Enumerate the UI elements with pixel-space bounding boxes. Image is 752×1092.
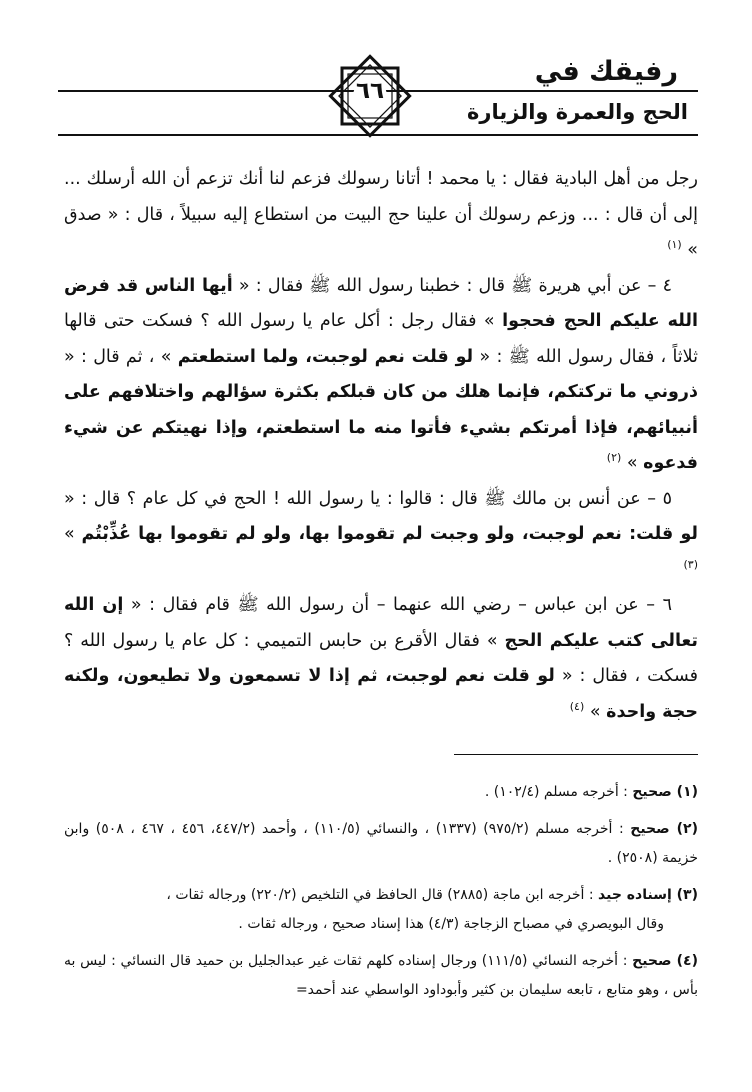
bold-text-run: لو قلت نعم لوجبت، ولما استطعتم: [177, 346, 474, 367]
paragraph-hadith-4: [64, 269, 698, 482]
footnote-ref: (٤): [569, 699, 585, 713]
paragraph-hadith-6: [64, 588, 698, 730]
footnotes: [64, 778, 698, 1005]
text-run: » فقال رجل : أكل عام يا رسول الله ؟ فسكت حتى قالها ثلاثاً ، فقال رسول الله ﷺ : «: [64, 311, 698, 367]
footnote-3-continuation: وقال البويصري في مصباح الزجاجة (٤/٣) هذا إسناد صحيح ، ورجاله ثقات .: [238, 916, 664, 932]
footnote-text: : أخرجه ابن ماجة (٢٨٨٥) قال الحافظ في التلخيص (٢٢٠/٢) ورجاله ثقات ،: [166, 887, 599, 903]
footnote-text: : أخرجه النسائي (١١١/٥) ورجال إسناده كلهم ثقات غير عبدالجليل بن حميد قال النسائي : ليس به بأس ، وهو متابع ، تابعه سليمان بن كثير وأبوداود الواسطي عند أحمد=: [64, 953, 698, 998]
bold-text-run: ذروني ما تركتكم، فإنما هلك من كان قبلكم بكثرة سؤالهم واختلافهم على أنبيائهم، فإذا أمرتكم بشيء فأتوا منه ما استطعتم، وإذا نهيتكم عن شيء فدعوه: [64, 382, 698, 473]
main-text: [64, 162, 698, 730]
paragraph-hadith-3-end: [64, 162, 698, 269]
footnote-label: (٣) إسناده جيد: [598, 887, 698, 903]
footnote-2: [64, 815, 698, 873]
footnote-ref: (٣): [683, 557, 698, 571]
footnote-1: [64, 778, 698, 807]
book-title-line1: رفيقك في: [534, 56, 678, 87]
footnote-label: (١) صحيح: [632, 784, 698, 800]
text-run: »: [64, 524, 75, 544]
footnote-label: (٢) صحيح: [630, 821, 698, 837]
footnote-text: : أخرجه مسلم (١٠٢/٤) .: [484, 784, 633, 800]
book-title-line2: الحج والعمرة والزيارة: [467, 100, 688, 124]
page-number: ٦٦: [355, 78, 385, 104]
text-run: ٥ – عن أنس بن مالك ﷺ قال : قالوا : يا رسول الله ! الحج في كل عام ؟ قال : «: [64, 488, 672, 509]
bold-text-run: لو قلت: نعم لوجبت، ولو وجبت لم تقوموا بها، ولو لم تقوموا بها عُذِّبْتُم: [81, 524, 698, 544]
footnote-text: : أخرجه مسلم (٩٧٥/٢) (١٣٣٧) ، والنسائي (١١٠/٥) ، وأحمد (٤٤٧/٢، ٤٥٦ ، ٤٦٧ ، ٥٠٨) وابن خزيمة (٢٥٠٨) .: [64, 821, 698, 866]
text-run: » ، ثم قال : «: [64, 346, 172, 367]
text-line: رجل من أهل البادية فقال : يا محمد ! أتانا رسولك فزعم لنا أنك تزعم أن: [172, 169, 698, 189]
text-line: استطاع إليه سبيلاً ، قال : « صدق »: [64, 204, 698, 260]
bold-text-run: إن الله تعالى كتب عليكم الحج: [64, 595, 699, 651]
text-run: ٦ – عن ابن عباس – رضي الله عنهما – أن رسول الله ﷺ قام فقال : «: [130, 595, 672, 615]
paragraph-hadith-5: [64, 482, 698, 589]
footnote-4: [64, 947, 698, 1005]
footnote-ref: (١): [667, 238, 682, 252]
text-run: » فقال الأقرع بن حابس التميمي : كل عام يا رسول الله ؟ فسكت ، فقال : «: [64, 630, 698, 686]
text-line: الله أرسلك ... إلى أن قال : ... وزعم رسولك أن علينا حج البيت من: [64, 169, 698, 225]
text-run: ٤ – عن أبي هريرة ﷺ قال : خطبنا رسول الله ﷺ فقال : «: [238, 275, 672, 296]
bold-text-run: لو قلت نعم لوجبت، ثم إذا لا تسمعون ولا تطيعون، ولكنه حجة واحدة: [64, 666, 698, 722]
text-run: »: [626, 453, 638, 473]
footnote-ref: (٢): [606, 451, 622, 465]
footnote-separator: [454, 754, 698, 755]
bold-text-run: أيها الناس قد فرض الله عليكم الحج فحجوا: [64, 275, 698, 331]
footnote-label: (٤) صحيح: [632, 953, 698, 969]
footnote-3: [64, 881, 698, 910]
text-run: »: [589, 701, 601, 722]
page-header: [58, 56, 698, 136]
